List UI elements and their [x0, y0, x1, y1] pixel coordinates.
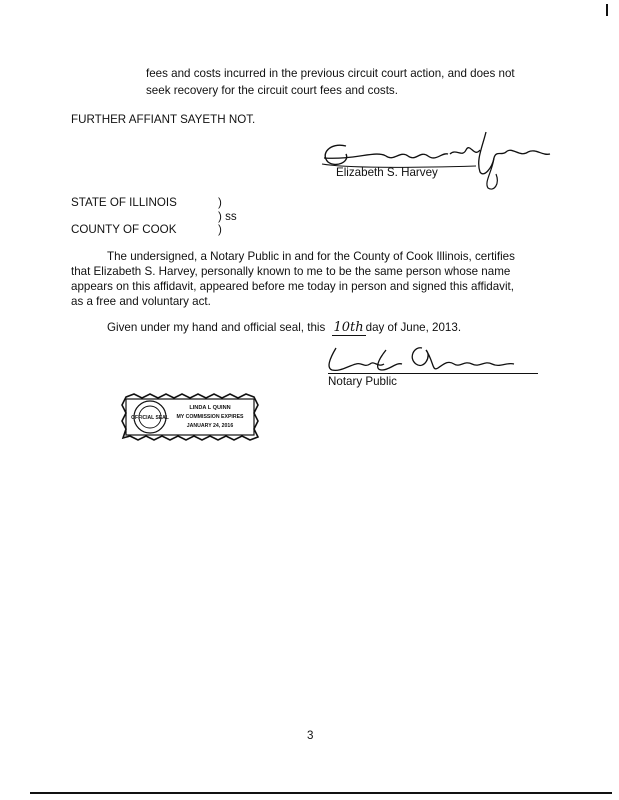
given-day: 10th	[333, 320, 364, 335]
further-affiant-statement: FURTHER AFFIANT SAYETH NOT.	[71, 113, 256, 126]
notary-seal-stamp	[120, 393, 260, 441]
notary-paragraph-line: The undersigned, a Notary Public in and for the County of Cook Illinois, certifies	[107, 250, 515, 263]
bottom-border	[30, 792, 612, 794]
given-line	[107, 320, 461, 336]
notary-title: Notary Public	[328, 375, 397, 388]
venue-ss: ) ss	[218, 210, 237, 223]
venue-county: COUNTY OF COOK	[71, 223, 177, 236]
notary-signature-line	[328, 373, 538, 374]
notary-signature	[322, 342, 542, 376]
affiant-signature	[316, 128, 552, 194]
svg-text:MY COMMISSION EXPIRES: MY COMMISSION EXPIRES	[176, 414, 244, 420]
venue-paren: )	[218, 196, 222, 209]
notary-paragraph-line: appears on this affidavit, appeared before me today in person and signed this affidavit,	[71, 280, 515, 293]
notary-paragraph-line: as a free and voluntary act.	[71, 295, 211, 308]
paragraph-line: seek recovery for the circuit court fees and costs.	[146, 84, 398, 97]
svg-text:JANUARY 24, 2016: JANUARY 24, 2016	[186, 423, 234, 429]
scan-mark	[606, 4, 608, 16]
page-number: 3	[307, 729, 314, 742]
svg-text:OFFICIAL SEAL: OFFICIAL SEAL	[131, 415, 169, 421]
given-prefix: Given under my hand and official seal, this	[107, 321, 326, 334]
svg-text:LINDA L QUINN: LINDA L QUINN	[189, 405, 231, 411]
paragraph-line: fees and costs incurred in the previous circuit court action, and does not	[146, 67, 515, 80]
affiant-signature-image	[316, 128, 552, 194]
notary-signature-image	[322, 342, 542, 376]
venue-paren: )	[218, 223, 222, 236]
notary-paragraph-line: that Elizabeth S. Harvey, personally known to me to be the same person whose name	[71, 265, 511, 278]
venue-state: STATE OF ILLINOIS	[71, 196, 177, 209]
notary-seal-image	[120, 393, 260, 441]
given-suffix: day of June, 2013.	[365, 321, 462, 334]
affiant-printed-name: Elizabeth S. Harvey	[336, 166, 438, 179]
